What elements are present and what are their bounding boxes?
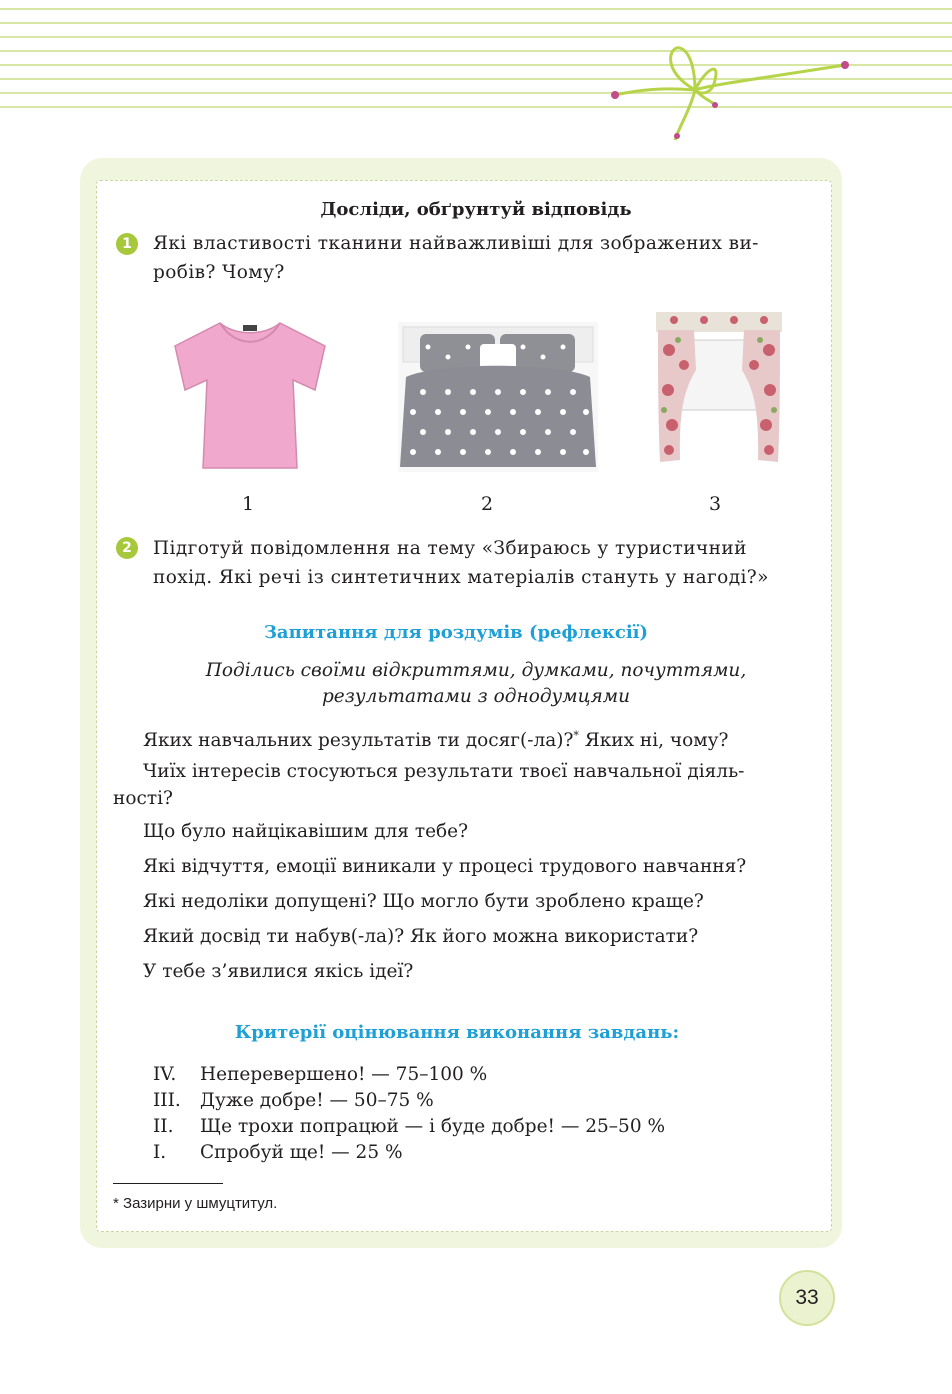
question-2-line2: похід. Які речі із синтетичних матеріалів стануть у нагоді?» (153, 567, 769, 588)
criteria-row-3-text: Дуже добре! — 50–75 % (200, 1090, 434, 1111)
question-1-text (153, 229, 799, 287)
reflection-question-1-text: Яких навчальних результатів ти досяг(-ла)? (143, 730, 574, 752)
reflection-question-2 (113, 758, 803, 812)
reflection-question-1-tail: Яких ні, чому? (578, 730, 729, 752)
criteria-row-2-text: Ще трохи попрацюй — і буде добре! — 25–50 % (200, 1116, 666, 1137)
tshirt-icon (165, 318, 335, 473)
criteria-row-2-level: II. (153, 1116, 174, 1137)
criteria-row-1-text: Спробуй ще! — 25 % (200, 1142, 403, 1163)
reflection-question-7: У тебе з’явилися якісь ідеї? (143, 961, 414, 982)
criteria-heading: Критерії оцінювання виконання завдань: (234, 1022, 680, 1043)
curtains-icon (654, 310, 784, 470)
image-2-caption: 2 (480, 493, 494, 515)
criteria-row-4-text: Неперевершено! — 75–100 % (200, 1064, 488, 1085)
section-title: Досліди, обґрунтуй відповідь (320, 199, 632, 220)
reflection-question-5: Які недоліки допущені? Що могло бути зроблено краще? (143, 891, 704, 912)
reflection-question-3: Що було найцікавішим для тебе? (143, 821, 469, 842)
reflection-question-1 (143, 722, 728, 754)
criteria-row-3-level: III. (153, 1090, 181, 1111)
image-3-caption: 3 (708, 493, 722, 515)
question-2-line1: Підготуй повідомлення на тему «Збираюсь у туристичний (153, 538, 747, 559)
reflection-subtitle-line2: результатами з однодумцями (321, 686, 631, 707)
question-2-text (153, 534, 799, 592)
image-1-caption: 1 (241, 493, 255, 515)
question-1-line2: робів? Чому? (153, 262, 285, 283)
reflection-question-4: Які відчуття, емоції виникали у процесі трудового навчання? (143, 856, 747, 877)
bed-linen-icon (398, 322, 598, 472)
footnote-mark: * (573, 729, 579, 742)
reflection-question-2-line2: ності? (113, 788, 173, 809)
question-1-line1: Які властивості тканини найважливіші для зображених ви- (153, 233, 759, 254)
reflection-question-6: Який досвід ти набув(-ла)? Як його можна використати? (143, 926, 699, 947)
question-1-number: 1 (116, 233, 138, 255)
reflection-heading: Запитання для роздумів (рефлексії) (263, 622, 649, 643)
footnote-divider (113, 1183, 223, 1184)
footnote: * Зазирни у шмуцтитул. (113, 1195, 278, 1212)
page-number: 33 (779, 1270, 835, 1326)
ribbon-bow-icon (600, 40, 860, 150)
criteria-row-4-level: IV. (153, 1064, 177, 1085)
criteria-row-1-level: I. (153, 1142, 167, 1163)
question-2-number: 2 (116, 537, 138, 559)
reflection-subtitle-line1: Поділись своїми відкриттями, думками, почуттями, (205, 660, 747, 681)
reflection-question-2-line1: Чиїх інтересів стосуються результати твоєї навчальної діяль- (143, 761, 745, 782)
